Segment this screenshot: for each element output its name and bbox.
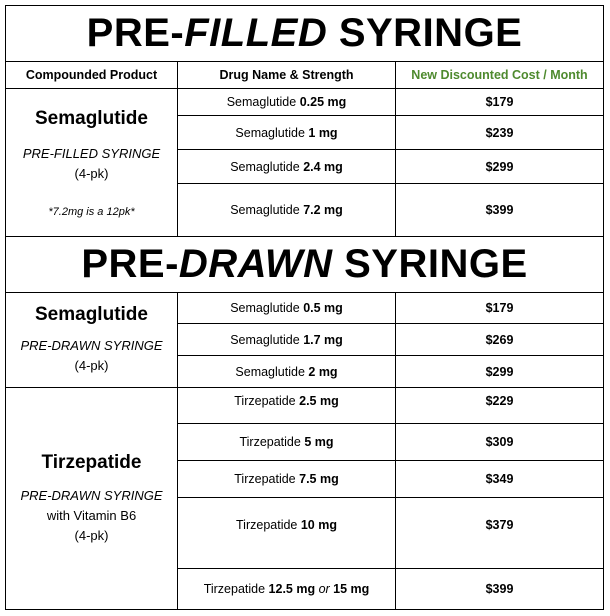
drug-cell — [177, 355, 396, 388]
prefilled-banner — [5, 5, 604, 62]
banner-title-prefilled: PRE-FILLED SYRINGE — [86, 11, 523, 55]
price-cell: $229 — [395, 387, 604, 424]
drug-strength-alt: 15 mg — [333, 582, 370, 596]
drug-strength: 1.7 mg — [303, 332, 343, 347]
drug-name: Semaglutide — [230, 203, 300, 217]
price-cell: $299 — [395, 355, 604, 388]
product-name: Semaglutide — [35, 107, 148, 129]
product-note: *7.2mg is a 12pk* — [48, 205, 135, 218]
drug-name: Semaglutide — [230, 301, 300, 315]
price-cell: $309 — [395, 423, 604, 461]
drug-cell — [177, 115, 396, 150]
price-cell: $269 — [395, 323, 604, 356]
drug-cell — [177, 88, 396, 116]
drug-name: Tirzepatide — [234, 472, 296, 486]
header-drug: Drug Name & Strength — [177, 61, 396, 89]
drug-conjunction: or — [315, 582, 334, 596]
banner-title-predrawn: PRE-DRAWN SYRINGE — [81, 242, 528, 286]
product-cell-tirzepatide — [5, 387, 178, 610]
drug-cell — [177, 183, 396, 237]
price-cell: $399 — [395, 183, 604, 237]
drug-name: Semaglutide — [226, 95, 297, 109]
price-cell: $299 — [395, 149, 604, 184]
drug-name: Semaglutide — [235, 364, 305, 379]
drug-cell — [177, 149, 396, 184]
product-pack: (4-pk) — [74, 358, 109, 373]
product-type: PRE-FILLED SYRINGE — [22, 145, 161, 161]
product-extra: with Vitamin B6 — [46, 507, 137, 523]
product-name: Semaglutide — [35, 304, 148, 325]
product-type: PRE-DRAWN SYRINGE — [20, 487, 163, 503]
drug-name: Semaglutide — [230, 159, 300, 174]
drug-name: Tirzepatide — [236, 518, 298, 532]
drug-cell — [177, 460, 396, 498]
drug-cell — [177, 497, 396, 569]
drug-strength: 7.5 mg — [299, 472, 339, 486]
product-type: PRE-DRAWN SYRINGE — [20, 338, 163, 353]
price-cell: $179 — [395, 88, 604, 116]
pricing-table — [5, 5, 604, 610]
drug-cell — [177, 423, 396, 461]
drug-strength: 0.25 mg — [299, 95, 347, 109]
drug-strength: 2.4 mg — [303, 159, 343, 174]
drug-cell — [177, 323, 396, 356]
drug-cell — [177, 568, 396, 610]
product-cell-semaglutide-prefilled — [5, 88, 178, 237]
drug-name: Tirzepatide — [239, 435, 301, 449]
drug-cell — [177, 387, 396, 424]
drug-name: Tirzepatide — [234, 394, 296, 408]
drug-strength: 1 mg — [308, 125, 338, 140]
drug-strength: 5 mg — [304, 435, 334, 449]
drug-strength: 12.5 mg — [268, 582, 316, 596]
drug-strength: 10 mg — [300, 518, 337, 532]
price-cell: $179 — [395, 292, 604, 324]
drug-strength: 0.5 mg — [303, 301, 343, 315]
drug-cell — [177, 292, 396, 324]
header-product: Compounded Product — [5, 61, 178, 89]
product-name: Tirzepatide — [41, 451, 142, 473]
product-pack: (4-pk) — [74, 527, 109, 543]
drug-name: Semaglutide — [235, 125, 305, 140]
drug-name: Semaglutide — [230, 332, 300, 347]
header-cost: New Discounted Cost / Month — [395, 61, 604, 89]
price-cell: $349 — [395, 460, 604, 498]
price-cell: $379 — [395, 497, 604, 569]
drug-strength: 7.2 mg — [303, 203, 343, 217]
drug-strength: 2 mg — [308, 364, 338, 379]
drug-name: Tirzepatide — [203, 582, 266, 596]
drug-strength: 2.5 mg — [299, 394, 339, 408]
price-cell: $399 — [395, 568, 604, 610]
predrawn-banner — [5, 236, 604, 293]
product-pack: (4-pk) — [74, 165, 109, 181]
product-cell-semaglutide-predrawn — [5, 292, 178, 388]
price-cell: $239 — [395, 115, 604, 150]
